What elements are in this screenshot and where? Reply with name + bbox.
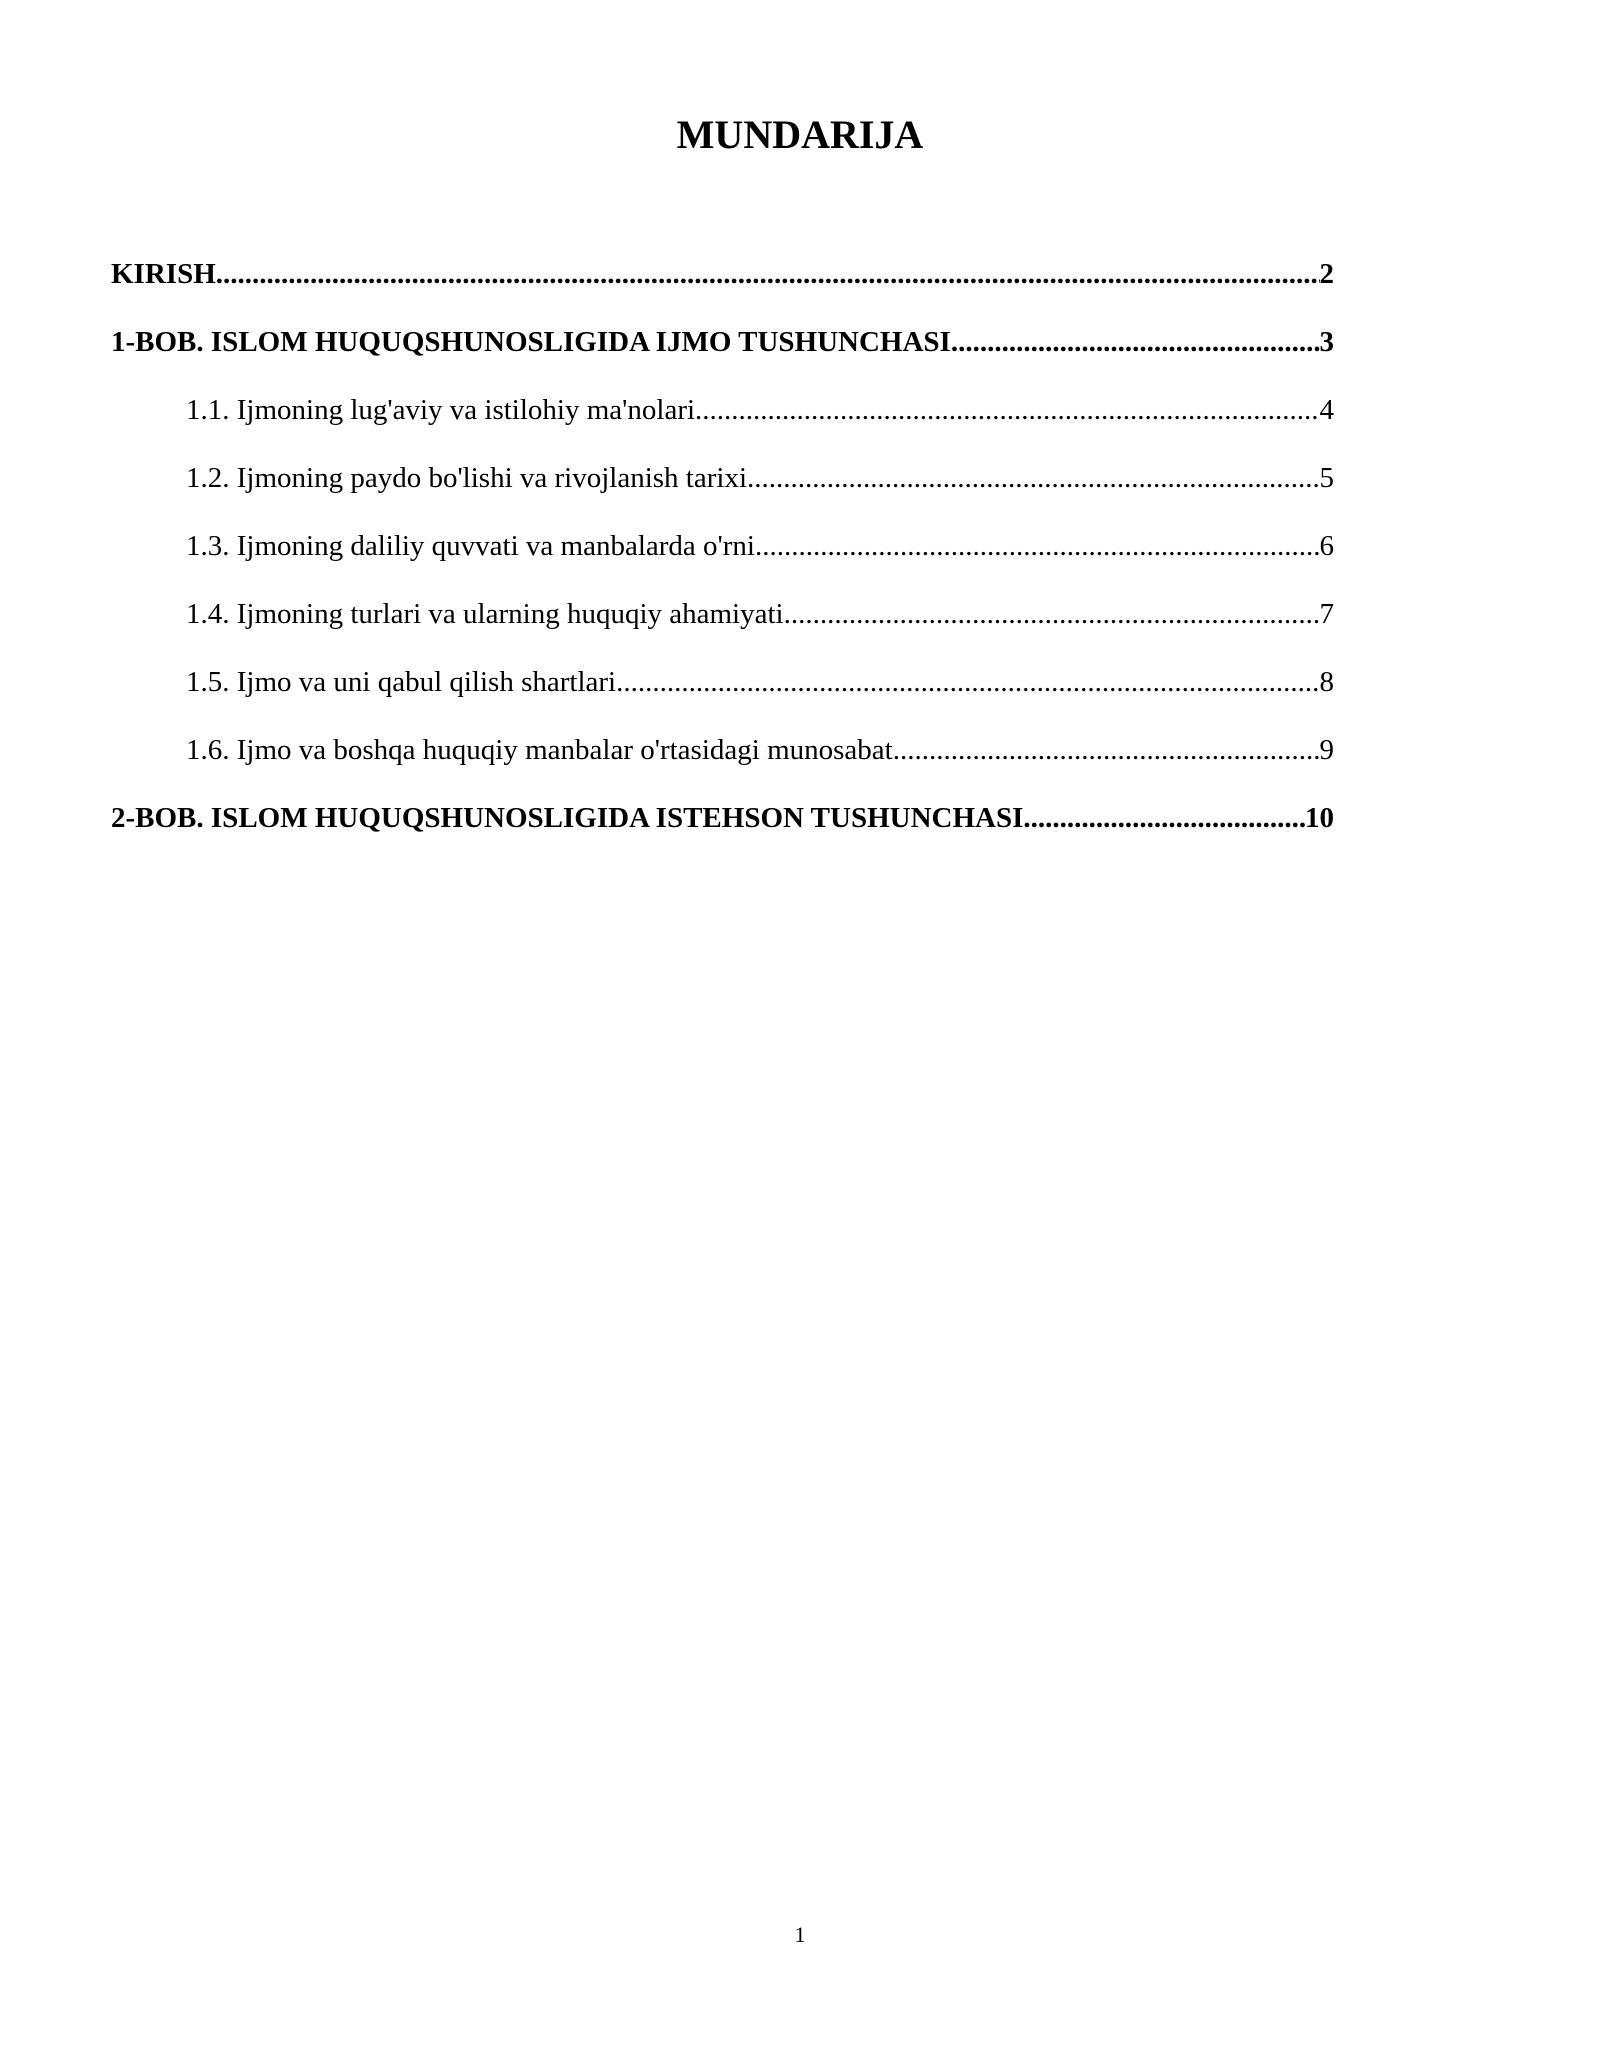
- toc-entry-page: 6: [1319, 530, 1334, 562]
- toc-entry-page: 2: [1319, 258, 1334, 290]
- toc-entry-page: 4: [1319, 394, 1334, 426]
- toc-entry[interactable]: [111, 388, 1334, 456]
- toc-entry[interactable]: [111, 524, 1334, 592]
- toc-dot-leader: [784, 592, 1320, 636]
- toc-entry-title: KIRISH: [111, 258, 216, 290]
- toc-entry-title: 1.2. Ijmoning paydo bo'lishi va rivojlanish tarixi: [186, 462, 747, 494]
- toc-dot-leader: [893, 728, 1320, 772]
- toc-entry-page: 10: [1305, 802, 1334, 834]
- toc-entry[interactable]: [111, 252, 1334, 320]
- toc-dot-leader: [1023, 796, 1305, 840]
- toc-entry-title: 1.1. Ijmoning lug'aviy va istilohiy ma'nolari: [186, 394, 696, 426]
- toc-dot-leader: [755, 524, 1320, 568]
- toc-dot-leader: [616, 660, 1319, 704]
- toc-entry[interactable]: [111, 728, 1334, 796]
- toc-entry-title: 1.6. Ijmo va boshqa huquqiy manbalar o'rtasidagi munosabat: [186, 734, 893, 766]
- toc-dot-leader: [216, 252, 1320, 296]
- page-number: 1: [794, 1922, 806, 1947]
- toc-entry-title: 1.5. Ijmo va uni qabul qilish shartlari: [186, 666, 617, 698]
- toc-entry-page: 9: [1319, 734, 1334, 766]
- toc-entry[interactable]: [111, 660, 1334, 728]
- toc-entry[interactable]: [111, 592, 1334, 660]
- toc-entry-title: 2-BOB. ISLOM HUQUQSHUNOSLIGIDA ISTEHSON TUSHUNCHASI: [111, 802, 1024, 834]
- toc-entry-page: 8: [1319, 666, 1334, 698]
- toc-dot-leader: [747, 456, 1320, 500]
- table-of-contents: [111, 252, 1334, 864]
- toc-entry-title: 1-BOB. ISLOM HUQUQSHUNOSLIGIDA IJMO TUSHUNCHASI: [111, 326, 951, 358]
- toc-entry-page: 5: [1319, 462, 1334, 494]
- toc-entry[interactable]: [111, 796, 1334, 864]
- page-title: MUNDARIJA: [676, 112, 924, 157]
- toc-entry-page: 3: [1319, 326, 1334, 358]
- toc-entry-title: 1.3. Ijmoning daliliy quvvati va manbalarda o'rni: [186, 530, 755, 562]
- toc-entry-title: 1.4. Ijmoning turlari va ularning huquqiy ahamiyati: [186, 598, 784, 630]
- toc-entry[interactable]: [111, 320, 1334, 388]
- toc-dot-leader: [695, 388, 1319, 432]
- toc-entry[interactable]: [111, 456, 1334, 524]
- toc-entry-page: 7: [1319, 598, 1334, 630]
- toc-dot-leader: [951, 320, 1320, 364]
